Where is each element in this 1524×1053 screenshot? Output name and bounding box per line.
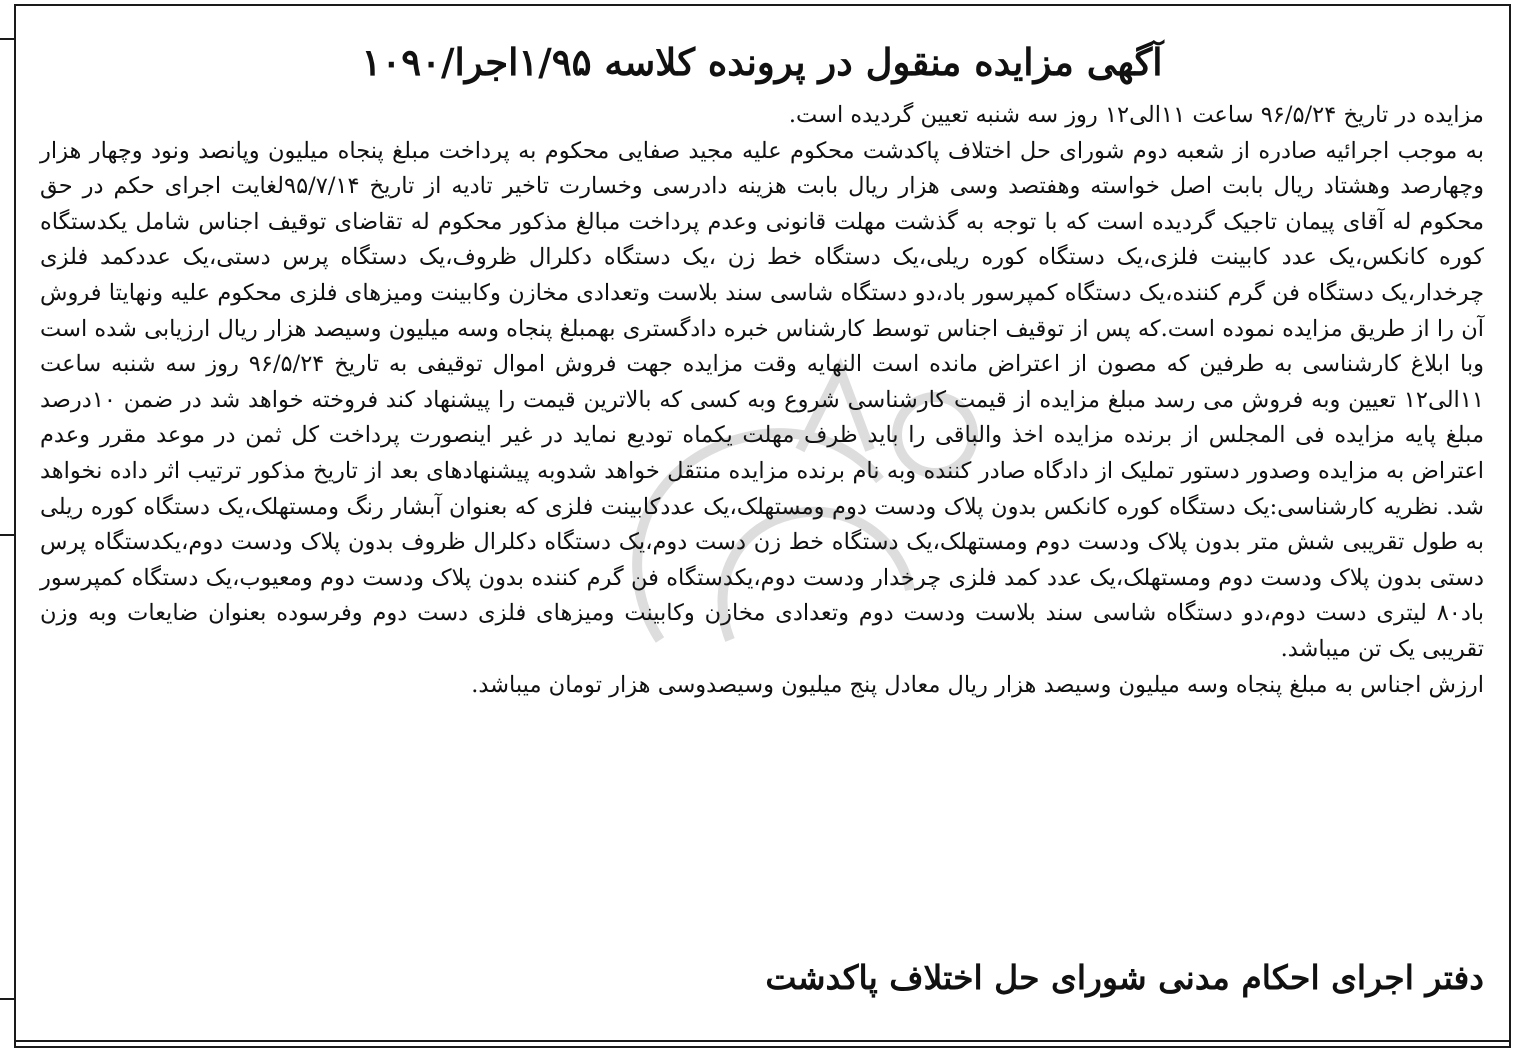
valuation-line: ارزش اجناس به مبلغ پنجاه وسه میلیون وسیصد هزار ریال معادل پنج میلیون وسیصدوسی هزار تومان میباشد.: [471, 671, 1484, 698]
edge-tick-mark: [0, 534, 14, 536]
edge-tick-mark: [0, 998, 14, 1000]
edge-tick-mark: [0, 38, 14, 40]
auction-date-line: مزایده در تاریخ ۹۶/۵/۲۴ ساعت ۱۱الی۱۲ روز سه شنبه تعیین گردیده است.: [788, 102, 1484, 128]
notice-body: [40, 98, 1484, 703]
notice-main-paragraph: به موجب اجرائیه صادره از شعبه دوم شورای حل اختلاف پاکدشت محکوم علیه مجید صفایی محکوم به پرداخت مبلغ پنجاه میلیون وپانصد ونود وچهار هزار وچهارصد وهشتاد ریال بابت اصل خواسته وهفتصد وسی هزار ریال بابت هزینه دادرسی وخسارت تاخیر تادیه از تاریخ ۹۵/۷/۱۴لغایت اجرای حکم در حق محکوم له آقای پیمان تاجیک گردیده است که با توجه به گذشت مهلت قانونی وعدم پرداخت مبالغ مذکور محکوم له تقاضای توقیف اجناس شامل یکدستگاه کوره کانکس،یک عدد کابینت فلزی،یک دستگاه کوره ریلی،یک دستگاه خط زن ،یک دستگاه دکلرال ظروف،یک دستگاه پرس دستی،یک عددکمد فلزی چرخدار،یک دستگاه فن گرم کننده،یک دستگاه کمپرسور باد،دو دستگاه شاسی سند بلاست وتعدادی مخازن وکابینت ومیزهای فلزی محکوم علیه ونهایتا فروش آن را از طریق مزایده نموده است.که پس از توقیف اجناس توسط کارشناس خبره دادگستری بهمبلغ پنجاه وسه میلیون وسیصد هزار ریال ارزیابی شده است وبا ابلاغ کارشناسی به طرفین که مصون از اعتراض مانده است النهایه وقت مزایده جهت فروش اموال توقیفی به تاریخ ۹۶/۵/۲۴ روز سه شنبه ساعت ۱۱الی۱۲ تعیین وبه فروش می رسد مبلغ مزایده از قیمت کارشناسی شروع وبه کسی که بالاترین قیمت را پیشنهاد کند فروخته خواهد شد در ضمن ۱۰درصد مبلغ پایه مزایده فی المجلس از برنده مزایده اخذ والباقی را باید ظرف مهلت یکماه توديع نماید در غیر اینصورت پرداخت کل ثمن در موعد مقرر وعدم اعتراض به مزایده وصدور دستور تملیک از دادگاه صادر کننده وبه نام برنده مزایده منتقل خواهد شدوبه پیشنهادهای بعد از تاریخ مذکور ترتیب اثر داده نخواهد شد. نظریه کارشناسی:یک دستگاه کوره کانکس بدون پلاک ودست دوم ومستهلک،یک عددکابینت فلزی که بعنوان آبشار رنگ ومستهلک،یک دستگاه کوره ریلی به طول تقریبی شش متر بدون پلاک ودست دوم ومستهلک،یک دستگاه خط زن دست دوم،یک دستگاه دکلرال ظروف بدون پلاک ودست دوم،یکدستگاه پرس دستی بدون پلاک ودست دوم ومستهلک،یک عدد کمد فلزی چرخدار ودست دوم،یکدستگاه فن گرم کننده بدون پلاک ودست دوم ومعیوب،یک دستگاه کمپرسور باد۸۰ لیتری دست دوم،دو دستگاه شاسی سند بلاست ودست دوم وتعدادی مخازن وکابینت ومیزهای فلزی دست دوم وفرسوده بعنوان ضایعات وبه وزن تقریبی یک تن میباشد.: [40, 137, 1484, 662]
issuing-office-signature: دفتر اجرای احکام مدنی شورای حل اختلاف پاکدشت: [765, 958, 1484, 997]
notice-title: آگهی مزایده منقول در پرونده کلاسه ۱/۹۵اجرا/۱۰۹۰: [361, 40, 1163, 84]
bottom-rule: [14, 1040, 1511, 1042]
